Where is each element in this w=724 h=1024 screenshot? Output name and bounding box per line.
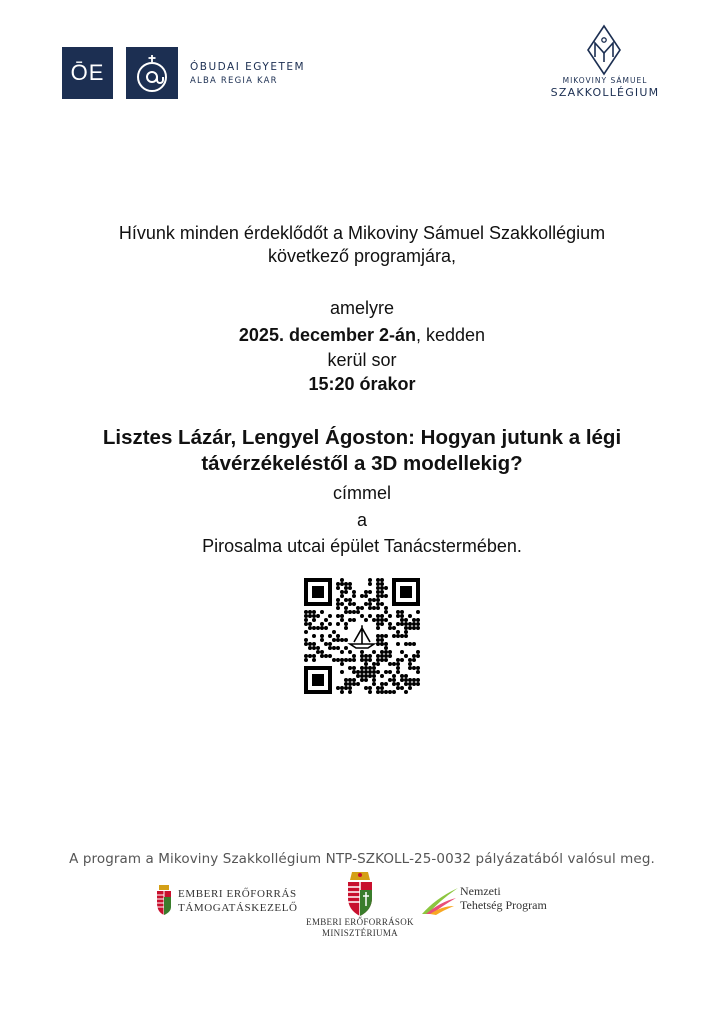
a-text: a [356, 510, 367, 530]
date-line [0, 324, 724, 346]
invitation-line1: Hívunk minden érdeklődőt a Mikoviny Sámuel Szakkollégium [118, 223, 606, 243]
kerul-sor-text: kerül sor [327, 350, 397, 370]
ntp-logo-line1: Nemzeti [460, 884, 501, 898]
university-name: ÓBUDAI EGYETEM [190, 61, 306, 73]
mikoviny-logo [584, 24, 624, 76]
ntp-logo-line2: Tehetség Program [460, 898, 547, 912]
funding-statement: A program a Mikoviny Szakkollégium NTP-SZKOLL-25-0032 pályázatából valósul meg. [69, 851, 655, 867]
qr-code[interactable] [304, 578, 420, 694]
ministry-logo-line1: EMBERI ERŐFORRÁSOK [306, 917, 414, 927]
event-weekday: , kedden [416, 325, 486, 345]
event-time: 15:20 órakor [308, 374, 416, 394]
ministry-logo-line2: MINISZTÉRIUMA [322, 928, 398, 938]
oe-logo: ŌE [62, 47, 113, 99]
ntp-swoosh-icon [422, 884, 460, 921]
ministry-coat-of-arms-icon [346, 872, 374, 921]
emet-logo-line1: EMBERI ERŐFORRÁS [178, 888, 297, 900]
venue-text: Pirosalma utcai épület Tanácstermében. [202, 536, 522, 556]
emet-logo-line2: TÁMOGATÁSKEZELŐ [178, 902, 298, 914]
college-name-line2: SZAKKOLLÉGIUM [550, 86, 660, 99]
invitation-line2: következő programjára, [267, 246, 457, 266]
at-seal-logo [126, 47, 178, 99]
talk-title-line2: távérzékeléstől a 3D modellekig? [201, 452, 523, 475]
event-date: 2025. december 2-án [238, 325, 417, 345]
university-faculty: ALBA REGIA KAR [190, 76, 278, 86]
hungarian-coat-of-arms-icon [156, 885, 172, 920]
cimmel-text: címmel [333, 483, 391, 503]
college-name-line1: MIKOVINY SÁMUEL [562, 76, 648, 85]
talk-title-line1: Lisztes Lázár, Lengyel Ágoston: Hogyan jutunk a légi [102, 426, 622, 449]
amelyre-text: amelyre [329, 298, 395, 318]
